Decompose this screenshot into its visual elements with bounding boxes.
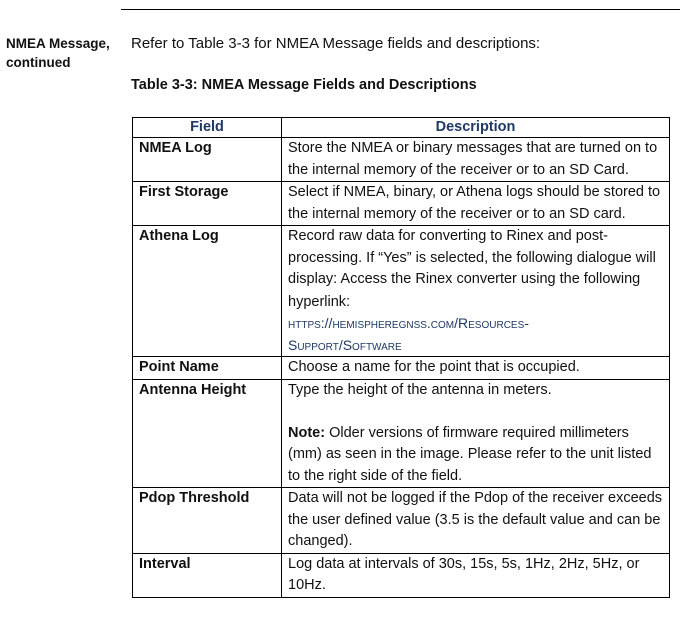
table-row xyxy=(133,488,670,554)
note-text: Older versions of firmware required millimeters (mm) as seen in the image. Please refer to the unit listed to the right side of the field. xyxy=(288,424,652,484)
field-description: Type the height of the antenna in meters. xyxy=(288,381,552,398)
column-header-field: Field xyxy=(133,118,282,138)
field-name: Point Name xyxy=(133,357,282,380)
side-heading-line-1: NMEA Message, xyxy=(6,36,110,51)
field-description-cell xyxy=(282,226,670,357)
table-row xyxy=(133,226,670,357)
field-name: Interval xyxy=(133,553,282,597)
side-heading-line-2: continued xyxy=(6,55,71,70)
field-name: Pdop Threshold xyxy=(133,488,282,554)
field-name: NMEA Log xyxy=(133,138,282,182)
table-row xyxy=(133,553,670,597)
field-description: Data will not be logged if the Pdop of the receiver exceeds the user defined value (3.5 is the default value and can be changed). xyxy=(282,488,670,554)
note-label: Note: xyxy=(288,424,330,441)
table-caption: Table 3-3: NMEA Message Fields and Descriptions xyxy=(131,77,477,93)
field-description: Choose a name for the point that is occupied. xyxy=(282,357,670,380)
field-name: Athena Log xyxy=(133,226,282,357)
field-description: Select if NMEA, binary, or Athena logs should be stored to the internal memory of the receiver or to an SD card. xyxy=(282,182,670,226)
nmea-fields-table xyxy=(132,117,670,598)
hyperlink-line-1[interactable]: https://hemispheregnss.com/Resources- xyxy=(288,315,529,331)
field-description: Store the NMEA or binary messages that are turned on to the internal memory of the receiver or to an SD Card. xyxy=(282,138,670,182)
side-heading xyxy=(6,34,122,72)
field-name: Antenna Height xyxy=(133,379,282,488)
hyperlink-line-2[interactable]: Support/Software xyxy=(288,336,402,353)
table-row xyxy=(133,357,670,380)
table-row xyxy=(133,182,670,226)
table-row xyxy=(133,379,670,488)
software-hyperlink[interactable] xyxy=(288,313,663,356)
field-description-cell xyxy=(282,379,670,488)
field-description: Log data at intervals of 30s, 15s, 5s, 1Hz, 2Hz, 5Hz, or 10Hz. xyxy=(282,553,670,597)
table-header-row xyxy=(133,118,670,138)
field-name: First Storage xyxy=(133,182,282,226)
top-divider-line xyxy=(121,9,680,10)
column-header-description: Description xyxy=(282,118,670,138)
field-description: Record raw data for converting to Rinex and post-processing. If “Yes” is selected, the following dialogue will display: Access the Rinex converter using the following hyperlink: xyxy=(288,228,656,310)
intro-text: Refer to Table 3-3 for NMEA Message fields and descriptions: xyxy=(131,35,541,52)
table-row xyxy=(133,138,670,182)
spacer xyxy=(288,401,663,423)
